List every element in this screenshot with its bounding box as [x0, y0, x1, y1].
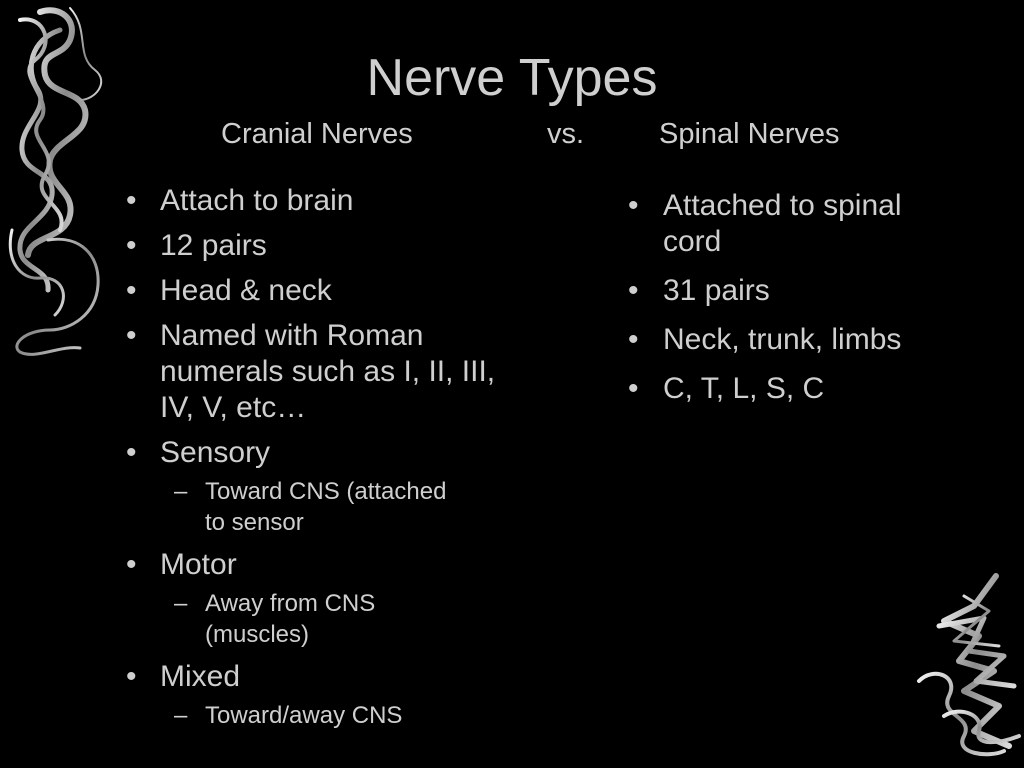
spinal-nerves-list — [620, 188, 960, 420]
bullet-item: • Named with Roman numerals such as I, II, III, IV, V, etc… — [118, 318, 508, 426]
sub-list — [160, 700, 508, 731]
bullet-item: • 31 pairs — [620, 273, 960, 309]
sub-bullet-item: – Toward/away CNS — [118, 700, 466, 731]
bullet-item-with-sub — [118, 435, 508, 538]
sub-list — [160, 588, 508, 650]
subtitle-cranial-nerves: Cranial Nerves — [221, 118, 413, 150]
bullet-item-label: Mixed — [160, 660, 241, 693]
subtitle-spinal-nerves: Spinal Nerves — [659, 118, 840, 150]
cranial-nerves-list — [118, 183, 508, 740]
wire-decoration-bottom-right — [904, 566, 1024, 766]
bullet-item-label: Motor — [160, 548, 237, 581]
bullet-item: • 12 pairs — [118, 228, 508, 264]
bullet-item: • Attach to brain — [118, 183, 508, 219]
bullet-item: • Neck, trunk, limbs — [620, 322, 960, 358]
slide-title: Nerve Types — [366, 49, 658, 107]
sub-bullet-item: – Toward CNS (attached to sensor — [118, 476, 466, 538]
bullet-item: • Head & neck — [118, 273, 508, 309]
bullet-item-with-sub — [118, 547, 508, 650]
subtitle-vs: vs. — [547, 118, 585, 150]
bullet-item: • Attached to spinal cord — [620, 188, 960, 260]
sub-list — [160, 476, 508, 538]
bullet-item-label: Sensory — [160, 436, 271, 469]
bullet-item: • C, T, L, S, C — [620, 371, 960, 407]
bullet-item-with-sub — [118, 659, 508, 731]
sub-bullet-item: – Away from CNS (muscles) — [118, 588, 466, 650]
